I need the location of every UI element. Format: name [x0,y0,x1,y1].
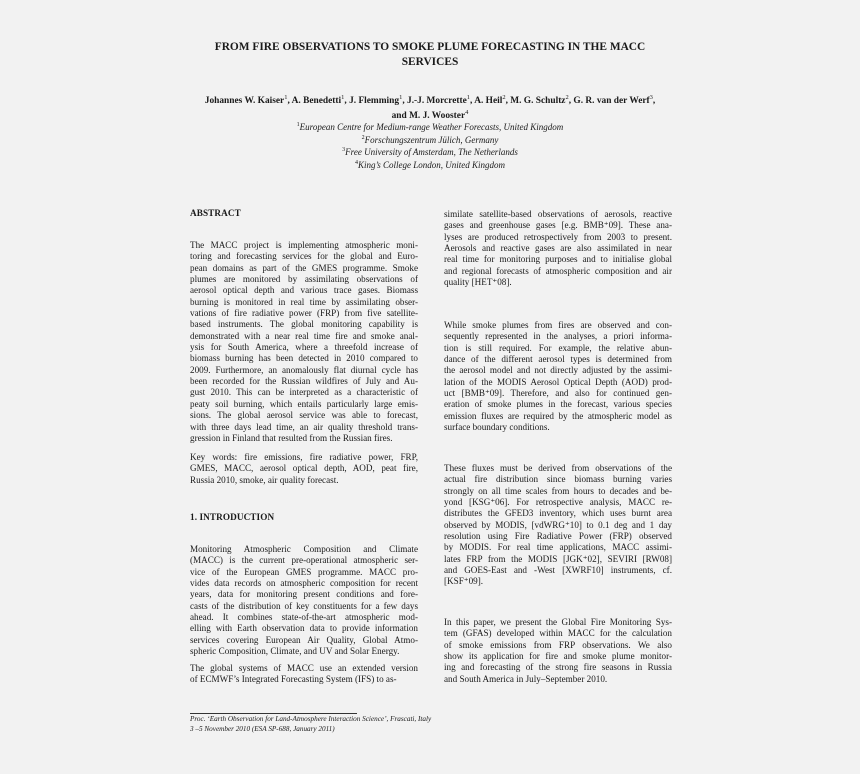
paper-title [190,40,670,70]
text-line: ysis for South America, where a threefold increase of [190,342,418,353]
text-line: the aerosol model and not directly adjusted by the assimi- [444,365,672,376]
author-name: A. Benedetti [291,96,342,107]
author-list [180,92,680,122]
text-line: by MODIS. For real time applications, MACC assimi- [444,542,672,553]
text-line: In this paper, we present the Global Fire Monitoring Sys- [444,617,672,627]
text-line: pean domains as part of the GMES programme. Smoke [190,262,418,273]
text-line: distributes the GFED3 inventory, which uses burnt area [444,508,672,519]
author-sup: 2 [565,94,569,101]
text-line: Aerosols and reactive gases are also assimilated in near [444,243,672,254]
abstract-heading: ABSTRACT [190,208,241,218]
affiliation: $^1$European Centre for Medium-range Weather Forecasts, United Kingdom [296,122,564,132]
text-line: plumes are monitored by assimilating observations of [190,274,418,285]
text-line: sequently represented in the analyses, a priori informa- [444,331,672,342]
text-line: sions. The global aerosol service was able to forecast, [190,410,418,421]
text-line: biomass burning has been detected in 2010 compared to [190,353,418,364]
text-line: lates FRP from the MODIS [JGK⁺02], SEVIRI [RW08] [444,553,672,564]
text-line: services covering European Air Quality, Global Atmo- [190,634,418,645]
body-paragraph [444,463,672,588]
author-name: M. G. Schultz [510,96,566,107]
text-line: toring and forecasting services for the global and Euro- [190,251,418,262]
text-line: actual fire distribution since biomass burning varies [444,474,672,485]
text-line: real time for monitoring purposes and to initialise global [444,254,672,265]
text-line: Key words: fire emissions, fire radiative power, FRP, [190,452,418,462]
author-name: G. R. van der Werf [573,96,650,107]
text-line: of ECMWF’s Integrated Forecasting System (IFS) to as- [190,674,397,685]
footnote [190,714,490,735]
affiliation: $^4$King’s College London, United Kingdom [354,159,506,170]
text-line: GMES, MACC, aerosol optical depth, AOD, peat fire, [190,463,418,474]
author-line: Johannes W. Kaiser$^1$, A. Benedetti$^1$, J. Flemming$^1$, J.-J. Morcrette$^1$, A. Heil$^2$, M. G. Schultz$^2$, G. R. van der Werf$^3$, [204,94,656,107]
text-line: casts of the distribution of key constituents for a few days [190,600,418,611]
title-line: SERVICES [401,56,459,68]
title-line: FROM FIRE OBSERVATIONS TO SMOKE PLUME FORECASTING IN THE MACC [214,41,646,53]
text-line: vations of fire radiative power (FRP) from five satellite- [190,308,418,319]
author-sup: 1 [341,94,345,101]
text-line: of smoke emissions from FRP observations. We also [444,639,672,650]
text-line: with three days lead time, an air quality threshold trans- [190,421,418,432]
author-name: A. Heil [474,96,503,107]
text-line: Monitoring Atmospheric Composition and Climate [190,544,418,554]
text-line: and South America in July–September 2010. [444,673,608,684]
author-sup: 2 [502,94,506,101]
text-line: (MACC) is the current pre-operational atmospheric ser- [190,555,418,566]
text-line: Russia 2010, smoke, air quality forecast. [190,474,339,485]
text-line: vice of the European GMES programme. MACC pro- [190,566,418,577]
affiliation: $^2$Forschungszentrum Jülich, Germany [361,134,499,145]
body-paragraph [444,617,672,685]
author-sup: 1 [284,94,288,101]
author-conjunction: and [391,111,407,122]
text-line: 2009. Furthermore, an anomalously flat diurnal cycle has [190,364,418,375]
text-line: based instruments. The global monitoring capability is [190,319,418,330]
text-line: gression in Finland that resulted from the Russian fires. [190,432,393,443]
text-line: [KSF⁺09]. [444,576,484,587]
footnote-line: Proc. ‘Earth Observation for Land-Atmosphere Interaction Science’, Frascati, Italy [190,715,432,723]
author-name: M. J. Wooster [409,111,466,122]
text-line: ahead. It combines state-of-the-art atmospheric mod- [190,612,418,623]
text-line: dance of the different aerosol types is determined from [444,354,672,365]
text-line: quality [HET⁺08]. [444,277,512,288]
affiliation-list [220,120,640,170]
text-line: aerosol optical depth and various trace gases. Biomass [190,285,418,296]
text-line: burning is monitored in real time by assimilating obser- [190,296,418,307]
text-line: gust 2010. This can be interpreted as a characteristic of [190,387,418,398]
text-line: The MACC project is implementing atmospheric moni- [190,240,418,250]
introduction-paragraph [190,544,418,657]
introduction-paragraph [190,663,418,686]
body-paragraph [444,320,672,433]
body-paragraph [444,209,672,288]
author-name: J.-J. Morcrette [407,96,467,107]
text-line: vides data records on atmospheric composition for recent [190,578,418,589]
text-line: spheric Composition, Climate, and UV and Solar Energy. [190,646,400,657]
author-sup: 1 [399,94,403,101]
text-line: While smoke plumes from fires are observed and con- [444,320,672,330]
text-line: and GOES-East and -West [XWRF10] instruments, cf. [444,565,672,576]
text-line: peaty soil burning, which entails particularly large emis- [190,398,418,409]
text-line: observed by MODIS, [vdWRG⁺10] to 0.1 deg and 1 day [444,519,672,530]
text-line: similate satellite-based observations of aerosols, reactive [444,209,672,219]
abstract-body [190,240,418,444]
author-sup: 4 [465,109,469,117]
affiliation: $^3$Free University of Amsterdam, The Netherlands [342,147,518,158]
text-line: tem (GFAS) developed within MACC for the calculation [444,628,672,639]
text-line: uct [BMB⁺09]. Therefore, and also for continued gen- [444,388,672,399]
author-name: Johannes W. Kaiser [204,96,285,107]
text-line: years, data for monitoring present conditions and fore- [190,589,418,600]
text-line: lyses are produced retrospectively from 2003 to present. [444,231,672,242]
text-line: been recorded for the Russian wildfires of July and Au- [190,376,418,387]
text-line: lation of the MODIS Aerosol Optical Depth (AOD) prod- [444,376,672,387]
text-line: tion is still required. For example, the relative abun- [444,342,672,353]
text-line: emission fluxes are required by the atmospheric model as [444,410,672,421]
author-name: J. Flemming [349,96,400,107]
text-line: elling with Earth observation data to provide information [190,623,418,634]
text-line: demonstrated with a near real time fire and smoke anal- [190,330,418,341]
text-line: surface boundary conditions. [444,422,550,433]
text-line: yond [KSG⁺06]. For retrospective analysis, MACC re- [444,497,672,508]
footnote-line: 3 –5 November 2010 (ESA SP-688, January 2011) [190,725,335,734]
text-line: and regional forecasts of atmospheric composition and air [444,265,672,276]
text-line: ing and forecasting of the strong fire seasons in Russia [444,662,672,673]
author-sup: 1 [466,94,471,101]
text-line: strongly on all time scales from hours to decades and be- [444,485,672,496]
text-line: eration of smoke plumes in the forecast, various species [444,399,672,410]
text-line: show its application for fire and smoke plume monitor- [444,651,672,662]
text-line: These fluxes must be derived from observations of the [444,463,672,473]
text-line: The global systems of MACC use an extended version [190,663,418,673]
text-line: resolution using Fire Radiative Power (FRP) observed [444,531,672,542]
introduction-heading: 1. INTRODUCTION [190,512,275,522]
author-sup: 3 [649,94,653,101]
keywords [190,452,418,486]
text-line: gases and greenhouse gases [e.g. BMB⁺09]. These ana- [444,220,672,231]
